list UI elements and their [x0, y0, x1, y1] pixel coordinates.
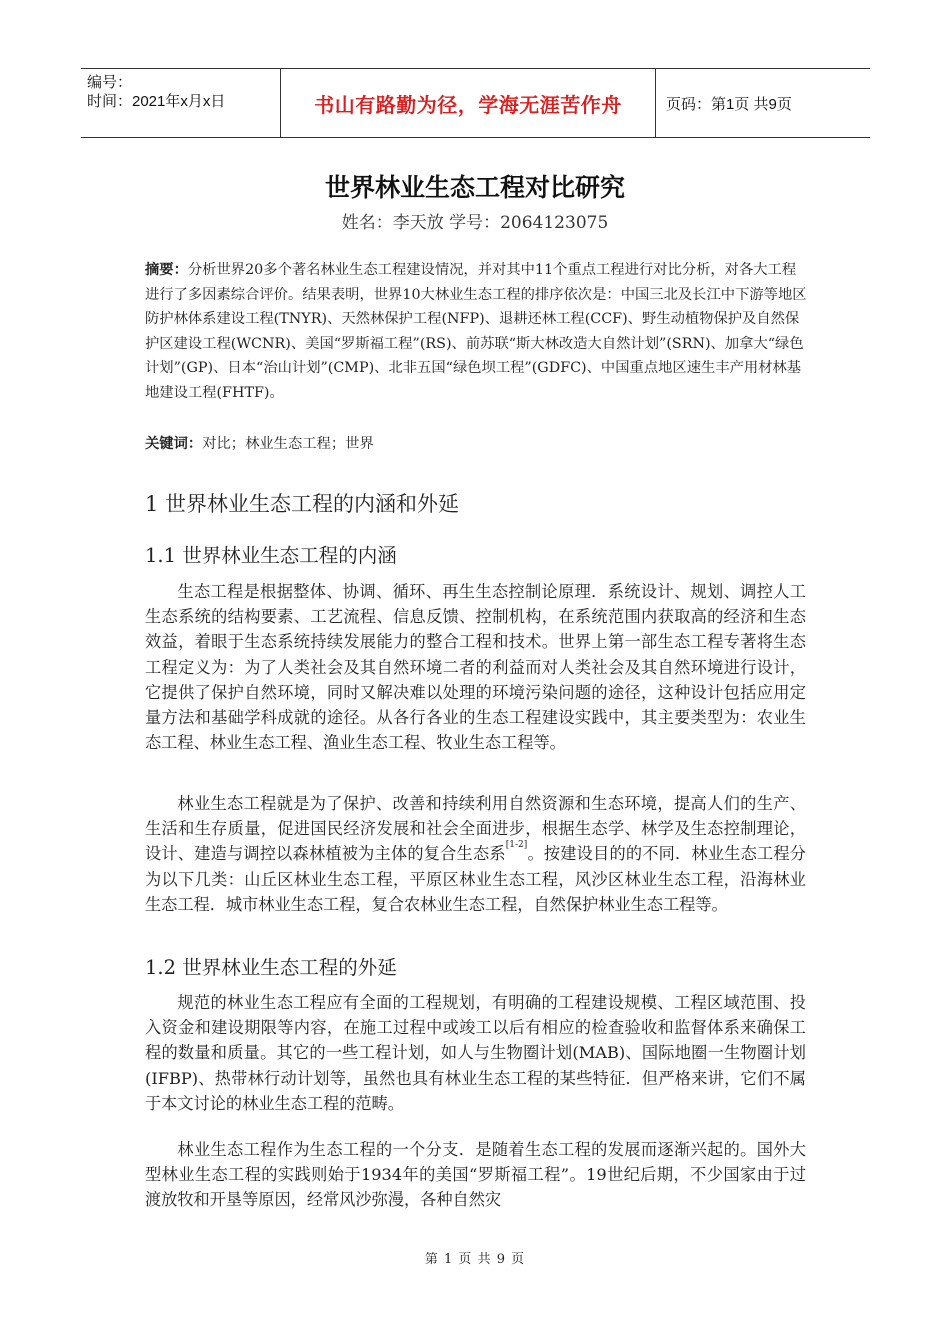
- paragraph-2: [145, 791, 806, 917]
- document-title: 世界林业生态工程对比研究: [324, 173, 625, 202]
- paragraph-4: 林业生态工程作为生态工程的一个分支．是随着生态工程的发展而逐渐兴起的。国外大型林业生态工程的实践则始于1934年的美国“罗斯福工程”。19世纪后期，不少国家由于过渡放牧和开垦等原因，经常风沙弥漫，各种自然灾: [145, 1140, 806, 1210]
- header-page-info: 页码：第1页 共9页: [666, 95, 792, 113]
- header-table: [81, 68, 870, 138]
- section-1-heading: 1 世界林业生态工程的内涵和外延: [145, 492, 460, 516]
- abstract-label: 摘要：: [145, 262, 188, 278]
- section-1-1-heading: 1.1 世界林业生态工程的内涵: [145, 544, 397, 567]
- header-page-cell: [656, 69, 870, 137]
- keywords-text: 对比；林业生态工程；世界: [202, 436, 374, 452]
- abstract: [145, 258, 810, 405]
- citation-ref: [1-2]: [505, 840, 528, 851]
- header-motto-cell: [281, 69, 656, 137]
- paragraph-2-text-b: 。按建设目的的不同．林业生态工程分为以下几类：山丘区林业生态工程，平原区林业生态工程，风沙区林业生态工程，沿海林业生态工程．城市林业生态工程，复合农林业生态工程，自然保护林业生态工程等。: [145, 844, 806, 914]
- keywords: [145, 432, 810, 456]
- document-date: 时间：2021年x月x日: [87, 93, 226, 110]
- paragraph-1: 生态工程是根据整体、协调、循环、再生生态控制论原理．系统设计、规划、调控人工生态系统的结构要素、工艺流程、信息反馈、控制机构，在系统范围内获取高的经济和生态效益，着眼于生态系统持续发展能力的整合工程和技术。世界上第一部生态工程专著将生态工程定义为：为了人类社会及其自然环境二者的利益而对人类社会及其自然环境进行设计，它提供了保护自然环境，同时又解决难以处理的环境污染问题的途径，这种设计包括应用定量方法和基础学科成就的途径。从各行各业的生态工程建设实践中，其主要类型为：农业生态工程、林业生态工程、渔业生态工程、牧业生态工程等。: [145, 582, 806, 753]
- header-meta-cell: [81, 69, 281, 137]
- abstract-text: 分析世界20多个著名林业生态工程建设情况，并对其中11个重点工程进行对比分析，对各大工程进行了多因素综合评价。结果表明，世界10大林业生态工程的排序依次是：中国三北及长江中下游等地区防护林体系建设工程(TNYR)、天然林保护工程(NFP)、退耕还林工程(CCF)、野生动植物保护及自然保护区建设工程(WCNR)、美国“罗斯福工程”(RS)、前苏联“斯大林改造大自然计划”(SRN)、加拿大“绿色计划”(GP)、日本“治山计划”(CMP)、北非五国“绿色坝工程”(GDFC)、中国重点地区速生丰产用材林基地建设工程(FHTF)。: [145, 262, 807, 401]
- keywords-label: 关键词：: [145, 436, 203, 452]
- paragraph-2-text-a: 林业生态工程就是为了保护、改善和持续利用自然资源和生态环境，提高人们的生产、生活和生存质量，促进国民经济发展和社会全面进步，根据生态学、林学及生态控制理论，设计、建造与调控以森林植被为主体的复合生态系: [145, 794, 806, 864]
- author-line: 姓名：李天放 学号：2064123075: [341, 213, 609, 233]
- page-footer: 第 1 页 共 9 页: [424, 1252, 526, 1267]
- paragraph-3: 规范的林业生态工程应有全面的工程规划，有明确的工程建设规模、工程区域范围、投入资金和建设期限等内容，在施工过程中或竣工以后有相应的检查验收和监督体系来确保工程的数量和质量。其它的一些工程计划，如人与生物圈计划(MAB)、国际地圈一生物圈计划(IFBP)、热带林行动计划等，虽然也具有林业生态工程的某些特征．但严格来讲，它们不属于本文讨论的林业生态工程的范畴。: [145, 993, 806, 1113]
- section-1-2-heading: 1.2 世界林业生态工程的外延: [145, 956, 397, 979]
- header-motto: 书山有路勤为径，学海无涯苦作舟: [314, 92, 622, 117]
- document-number-label: 编号：: [87, 74, 133, 91]
